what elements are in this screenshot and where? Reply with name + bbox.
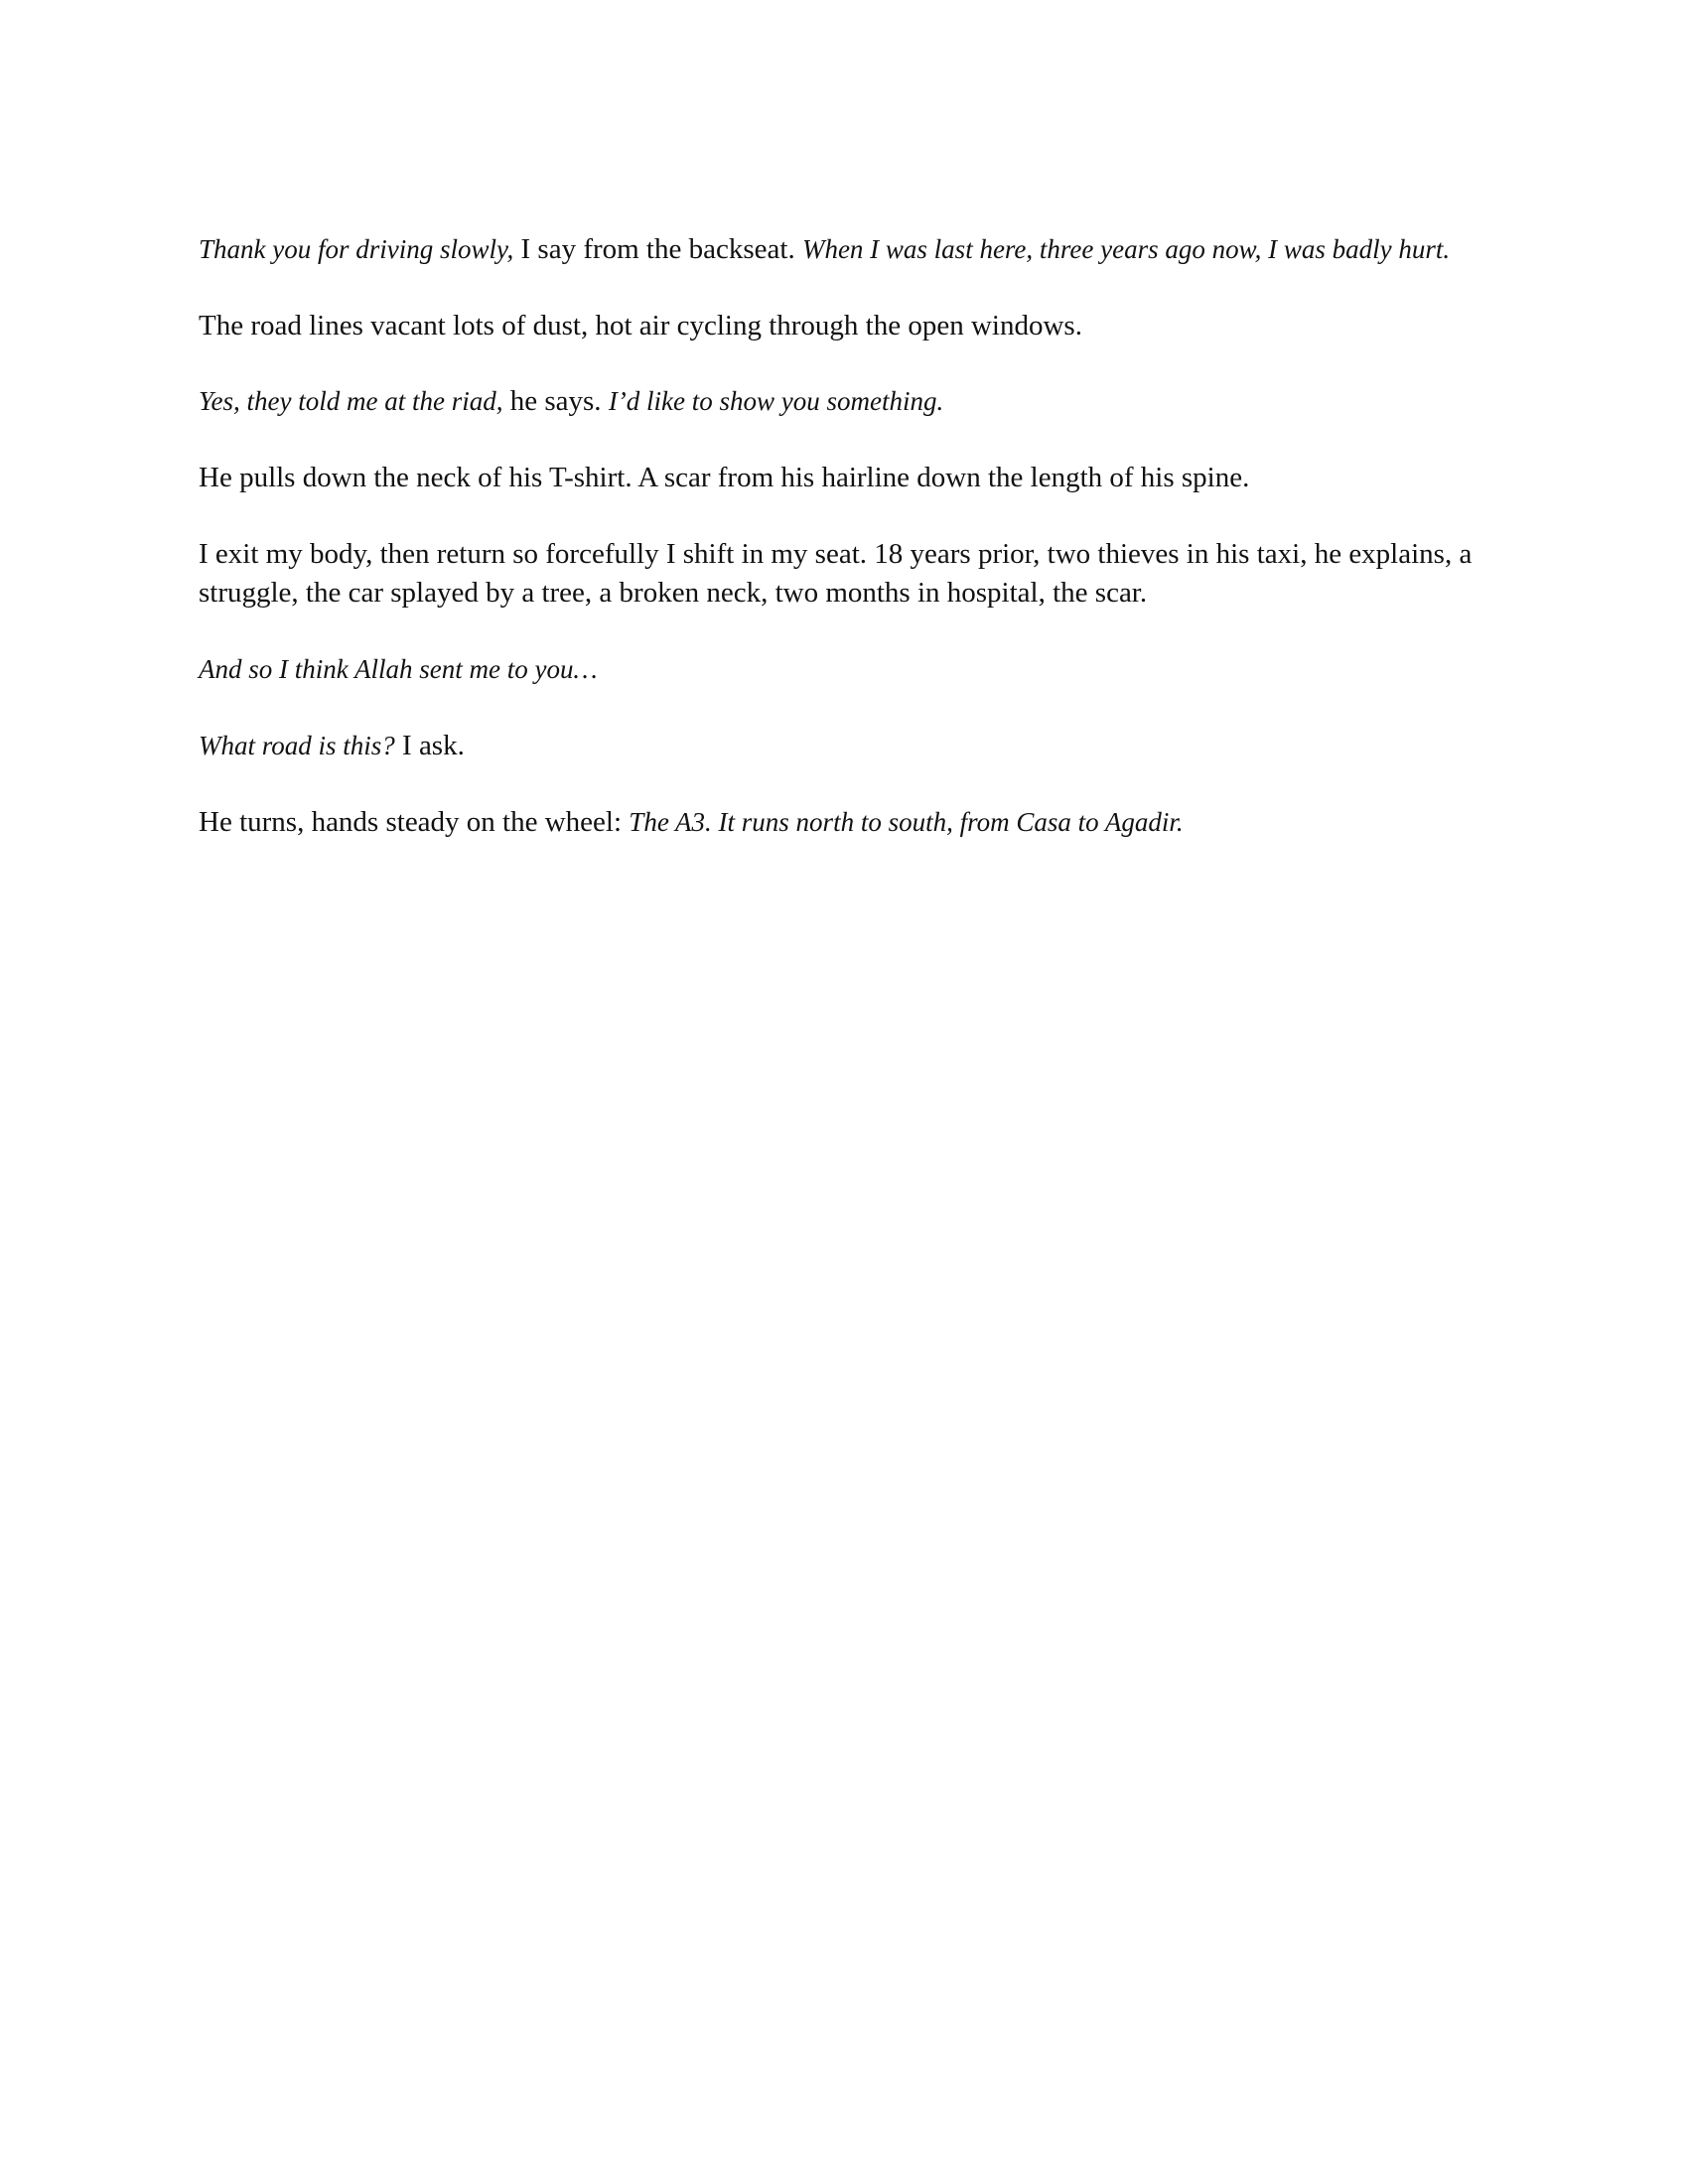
paragraph-8 [199,803,1489,842]
paragraph-2 [199,307,1489,345]
paragraph-3 [199,382,1489,421]
narration-he-turns: He turns, hands steady on the wheel: [199,806,630,838]
dialogue-allah: And so I think Allah sent me to you… [199,654,598,684]
paragraph-6 [199,650,1489,689]
paragraph-5 [199,535,1489,613]
narration-scar: He pulls down the neck of his T-shirt. A scar from his hairline down the length of his spine. [199,462,1250,493]
narration-backseat: I say from the backseat. [513,233,802,265]
story-text [199,230,1489,880]
dialogue-a3: The A3. It runs north to south, from Casa to Agadir. [629,807,1184,837]
paragraph-7 [199,727,1489,765]
narration-exit-body: I exit my body, then return so forcefully I shift in my seat. 18 years prior, two thieves in his taxi, he explains, a struggle, the car splayed by a tree, a broken neck, two months in hospital, the scar. [199,538,1473,609]
dialogue-thank-you: Thank you for driving slowly, [199,234,514,264]
dialogue-badly-hurt: When I was last here, three years ago now, I was badly hurt. [801,234,1451,264]
paragraph-4 [199,459,1489,497]
dialogue-what-road: What road is this? [199,731,395,760]
dialogue-show-something: I’d like to show you something. [608,386,944,416]
narration-i-ask: I ask. [394,730,465,761]
dialogue-riad: Yes, they told me at the riad, [199,386,503,416]
paragraph-1 [199,230,1489,269]
narration-he-says: he says. [502,385,609,417]
narration-road: The road lines vacant lots of dust, hot air cycling through the open windows. [199,310,1082,341]
